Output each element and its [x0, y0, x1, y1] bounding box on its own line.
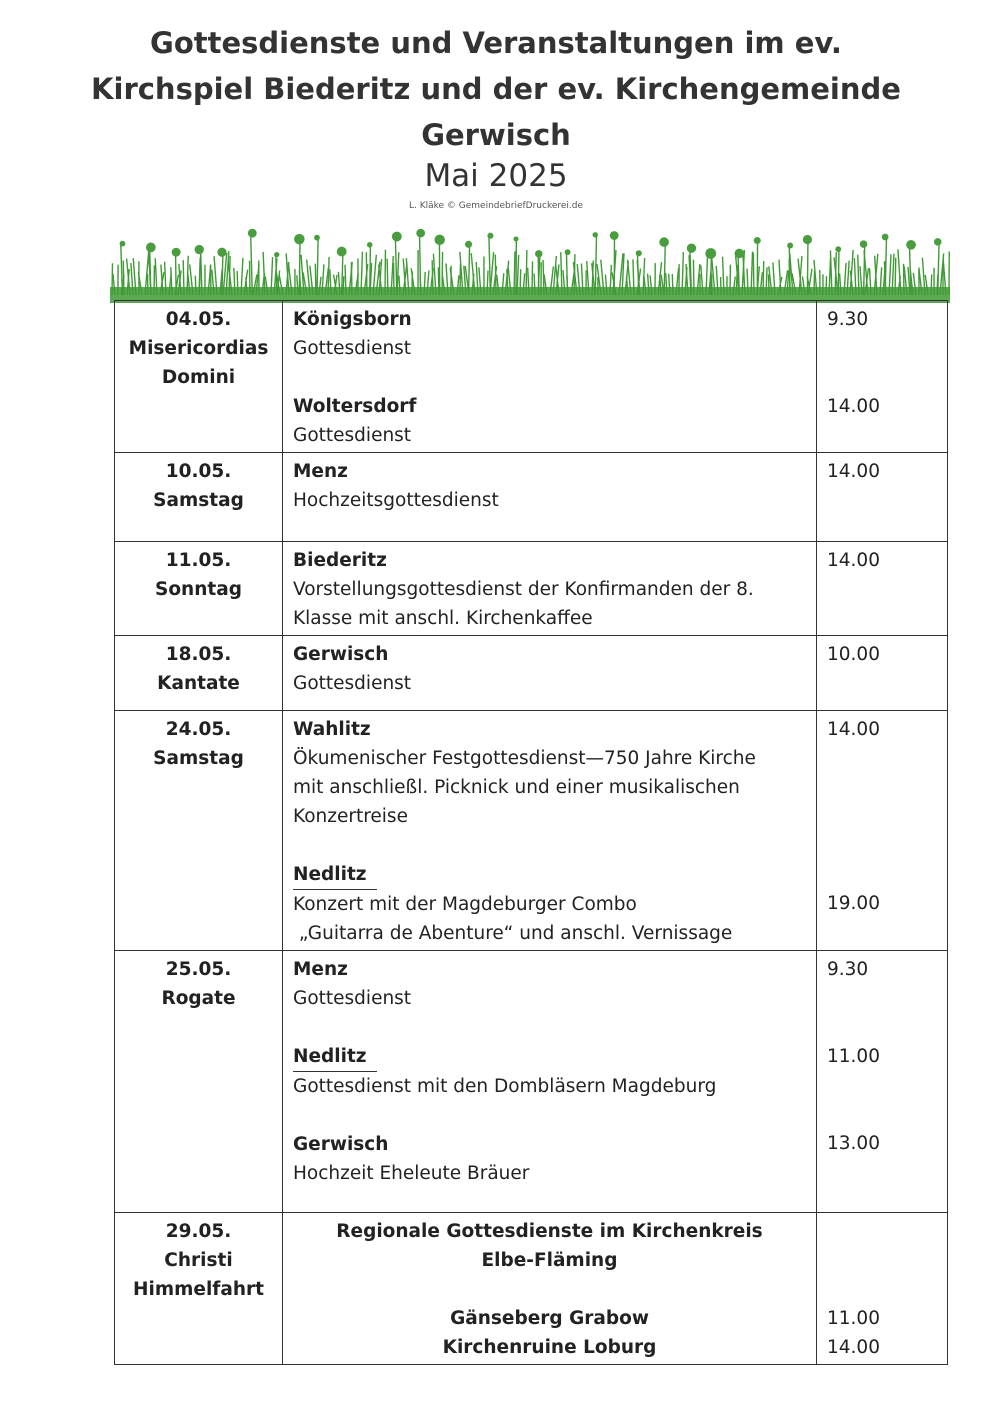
event-time: 10.00: [827, 644, 880, 665]
flower-head: [146, 243, 156, 253]
section-heading: Regionale Gottesdienste im Kirchenkreis: [336, 1221, 763, 1242]
event-description: Gottesdienst: [293, 673, 412, 694]
event-cell: [283, 301, 817, 453]
event-cell: [283, 951, 817, 1213]
date-cell: [115, 542, 283, 636]
date-text: 29.05.: [165, 1221, 232, 1242]
image-credit: L. Kläke © GemeindebriefDruckerei.de: [408, 201, 584, 211]
table-row: [115, 301, 948, 453]
day-name: Misericordias: [128, 338, 269, 359]
event-description: Gottesdienst: [293, 338, 412, 359]
flower-head: [294, 234, 305, 245]
event-time: 14.00: [827, 719, 880, 740]
flower-stem: [251, 233, 253, 295]
flower-stem: [595, 235, 596, 295]
flower-head: [217, 248, 226, 257]
time-cell: [817, 711, 948, 951]
flower-stem: [807, 240, 808, 295]
event-description: Klasse mit anschl. Kirchenkaffee: [293, 608, 593, 629]
event-location: Nedlitz: [293, 1042, 377, 1072]
flower-head: [195, 245, 204, 254]
event-description: Vorstellungsgottesdienst der Konfirmanden der 8.: [293, 579, 754, 600]
flower-head: [367, 242, 373, 248]
event-cell: [283, 1213, 817, 1365]
event-description: Hochzeitsgottesdienst: [293, 490, 499, 511]
flower-head: [659, 237, 669, 247]
event-time: 14.00: [827, 550, 880, 571]
event-time: 14.00: [827, 461, 880, 482]
date-cell: [115, 951, 283, 1213]
flower-head: [735, 249, 745, 259]
event-cell: [283, 636, 817, 711]
flower-head: [465, 241, 472, 248]
flower-head: [392, 232, 402, 242]
flower-head: [337, 247, 347, 257]
date-text: 11.05.: [165, 550, 232, 571]
flower-head: [248, 229, 257, 238]
flower-head: [416, 229, 425, 238]
date-cell: [115, 301, 283, 453]
flower-head: [314, 235, 320, 241]
flower-head: [274, 252, 279, 257]
flower-stem: [885, 237, 886, 295]
event-location: Nedlitz: [293, 860, 377, 890]
flower-stem: [395, 237, 396, 295]
table-row: [115, 542, 948, 636]
event-time: 11.00: [827, 1308, 880, 1329]
flower-head: [787, 243, 793, 249]
event-location: Wahlitz: [293, 719, 371, 740]
event-cell: [283, 453, 817, 542]
flower-stem: [317, 238, 318, 295]
event-description: Gottesdienst: [293, 988, 412, 1009]
time-cell: [817, 453, 948, 542]
event-description: „Guitarra de Abenture“ und anschl. Vernissage: [293, 923, 733, 944]
event-cell: [283, 711, 817, 951]
event-time: 13.00: [827, 1133, 880, 1154]
date-cell: [115, 453, 283, 542]
day-name: Samstag: [153, 748, 244, 769]
title-line: Kirchspiel Biederitz und der ev. Kirchengemeinde: [91, 72, 901, 106]
event-location: Kirchenruine Loburg: [442, 1337, 657, 1358]
date-text: 10.05.: [165, 461, 232, 482]
flower-head: [906, 240, 916, 250]
event-time: 19.00: [827, 893, 880, 914]
event-time: 14.00: [827, 396, 880, 417]
flower-head: [835, 246, 841, 252]
date-text: 25.05.: [165, 959, 232, 980]
date-cell: [115, 1213, 283, 1365]
flower-head: [803, 235, 812, 244]
page-title: [60, 20, 932, 158]
day-name: Himmelfahrt: [133, 1279, 264, 1300]
flower-head: [172, 248, 181, 257]
event-time: 11.00: [827, 1046, 880, 1067]
event-description: Hochzeit Eheleute Bräuer: [293, 1163, 530, 1184]
table-row: [115, 636, 948, 711]
day-name: Rogate: [161, 988, 236, 1009]
title-line: Gottesdienste und Veranstaltungen im ev.: [150, 26, 842, 60]
event-description: Konzert mit der Magdeburger Combo: [293, 894, 637, 915]
flower-head: [687, 244, 696, 253]
table-row: [115, 453, 948, 542]
flower-head: [120, 241, 126, 247]
day-name: Domini: [161, 367, 236, 388]
event-time: 9.30: [827, 309, 869, 330]
table-row: [115, 711, 948, 951]
day-name: Samstag: [153, 490, 244, 511]
date-text: 18.05.: [165, 644, 232, 665]
section-heading: Elbe-Fläming: [481, 1250, 618, 1271]
flower-head: [754, 237, 761, 244]
flower-head: [593, 232, 598, 237]
event-location: Woltersdorf: [293, 396, 417, 417]
event-location: Gerwisch: [293, 644, 389, 665]
event-location: Gerwisch: [293, 1134, 389, 1155]
flower-stem: [299, 239, 300, 295]
event-description: Gottesdienst: [293, 425, 412, 446]
event-cell: [283, 542, 817, 636]
event-location: Biederitz: [293, 550, 387, 571]
event-time: 9.30: [827, 959, 869, 980]
event-description: Ökumenischer Festgottesdienst—750 Jahre Kirche: [293, 748, 756, 769]
event-location: Menz: [293, 959, 348, 980]
day-name: Kantate: [157, 673, 240, 694]
time-cell: [817, 542, 948, 636]
flower-head: [513, 236, 518, 241]
event-time: 14.00: [827, 1337, 880, 1358]
day-name: Christi: [164, 1250, 233, 1271]
flower-head: [882, 234, 889, 241]
date-cell: [115, 636, 283, 711]
date-cell: [115, 711, 283, 951]
flower-head: [860, 240, 868, 248]
flower-head: [610, 231, 619, 240]
event-description: mit anschließl. Picknick und einer musikalischen: [293, 777, 740, 798]
time-cell: [817, 1213, 948, 1365]
table-row: [115, 1213, 948, 1365]
title-line: Gerwisch: [421, 118, 571, 152]
time-cell: [817, 301, 948, 453]
flower-stem: [420, 233, 421, 295]
flower-head: [434, 235, 444, 245]
flower-head: [934, 238, 942, 246]
event-location: Königsborn: [293, 309, 412, 330]
flower-head: [705, 248, 716, 259]
flower-stem: [489, 236, 491, 295]
table-row: [115, 951, 948, 1213]
flower-head: [636, 250, 642, 256]
date-text: 04.05.: [165, 309, 232, 330]
event-description: Gottesdienst mit den Dombläsern Magdeburg: [293, 1076, 717, 1097]
date-text: 24.05.: [165, 719, 232, 740]
event-location: Gänseberg Grabow: [450, 1308, 649, 1329]
day-name: Sonntag: [155, 579, 242, 600]
grass-border-illustration: [110, 215, 950, 303]
month-heading: Mai 2025: [424, 158, 568, 194]
schedule-table: [114, 300, 948, 1365]
time-cell: [817, 636, 948, 711]
time-cell: [817, 951, 948, 1213]
event-description: Konzertreise: [293, 806, 408, 827]
flower-head: [565, 249, 571, 255]
flower-head: [535, 250, 542, 257]
flower-head: [487, 233, 493, 239]
event-location: Menz: [293, 461, 348, 482]
